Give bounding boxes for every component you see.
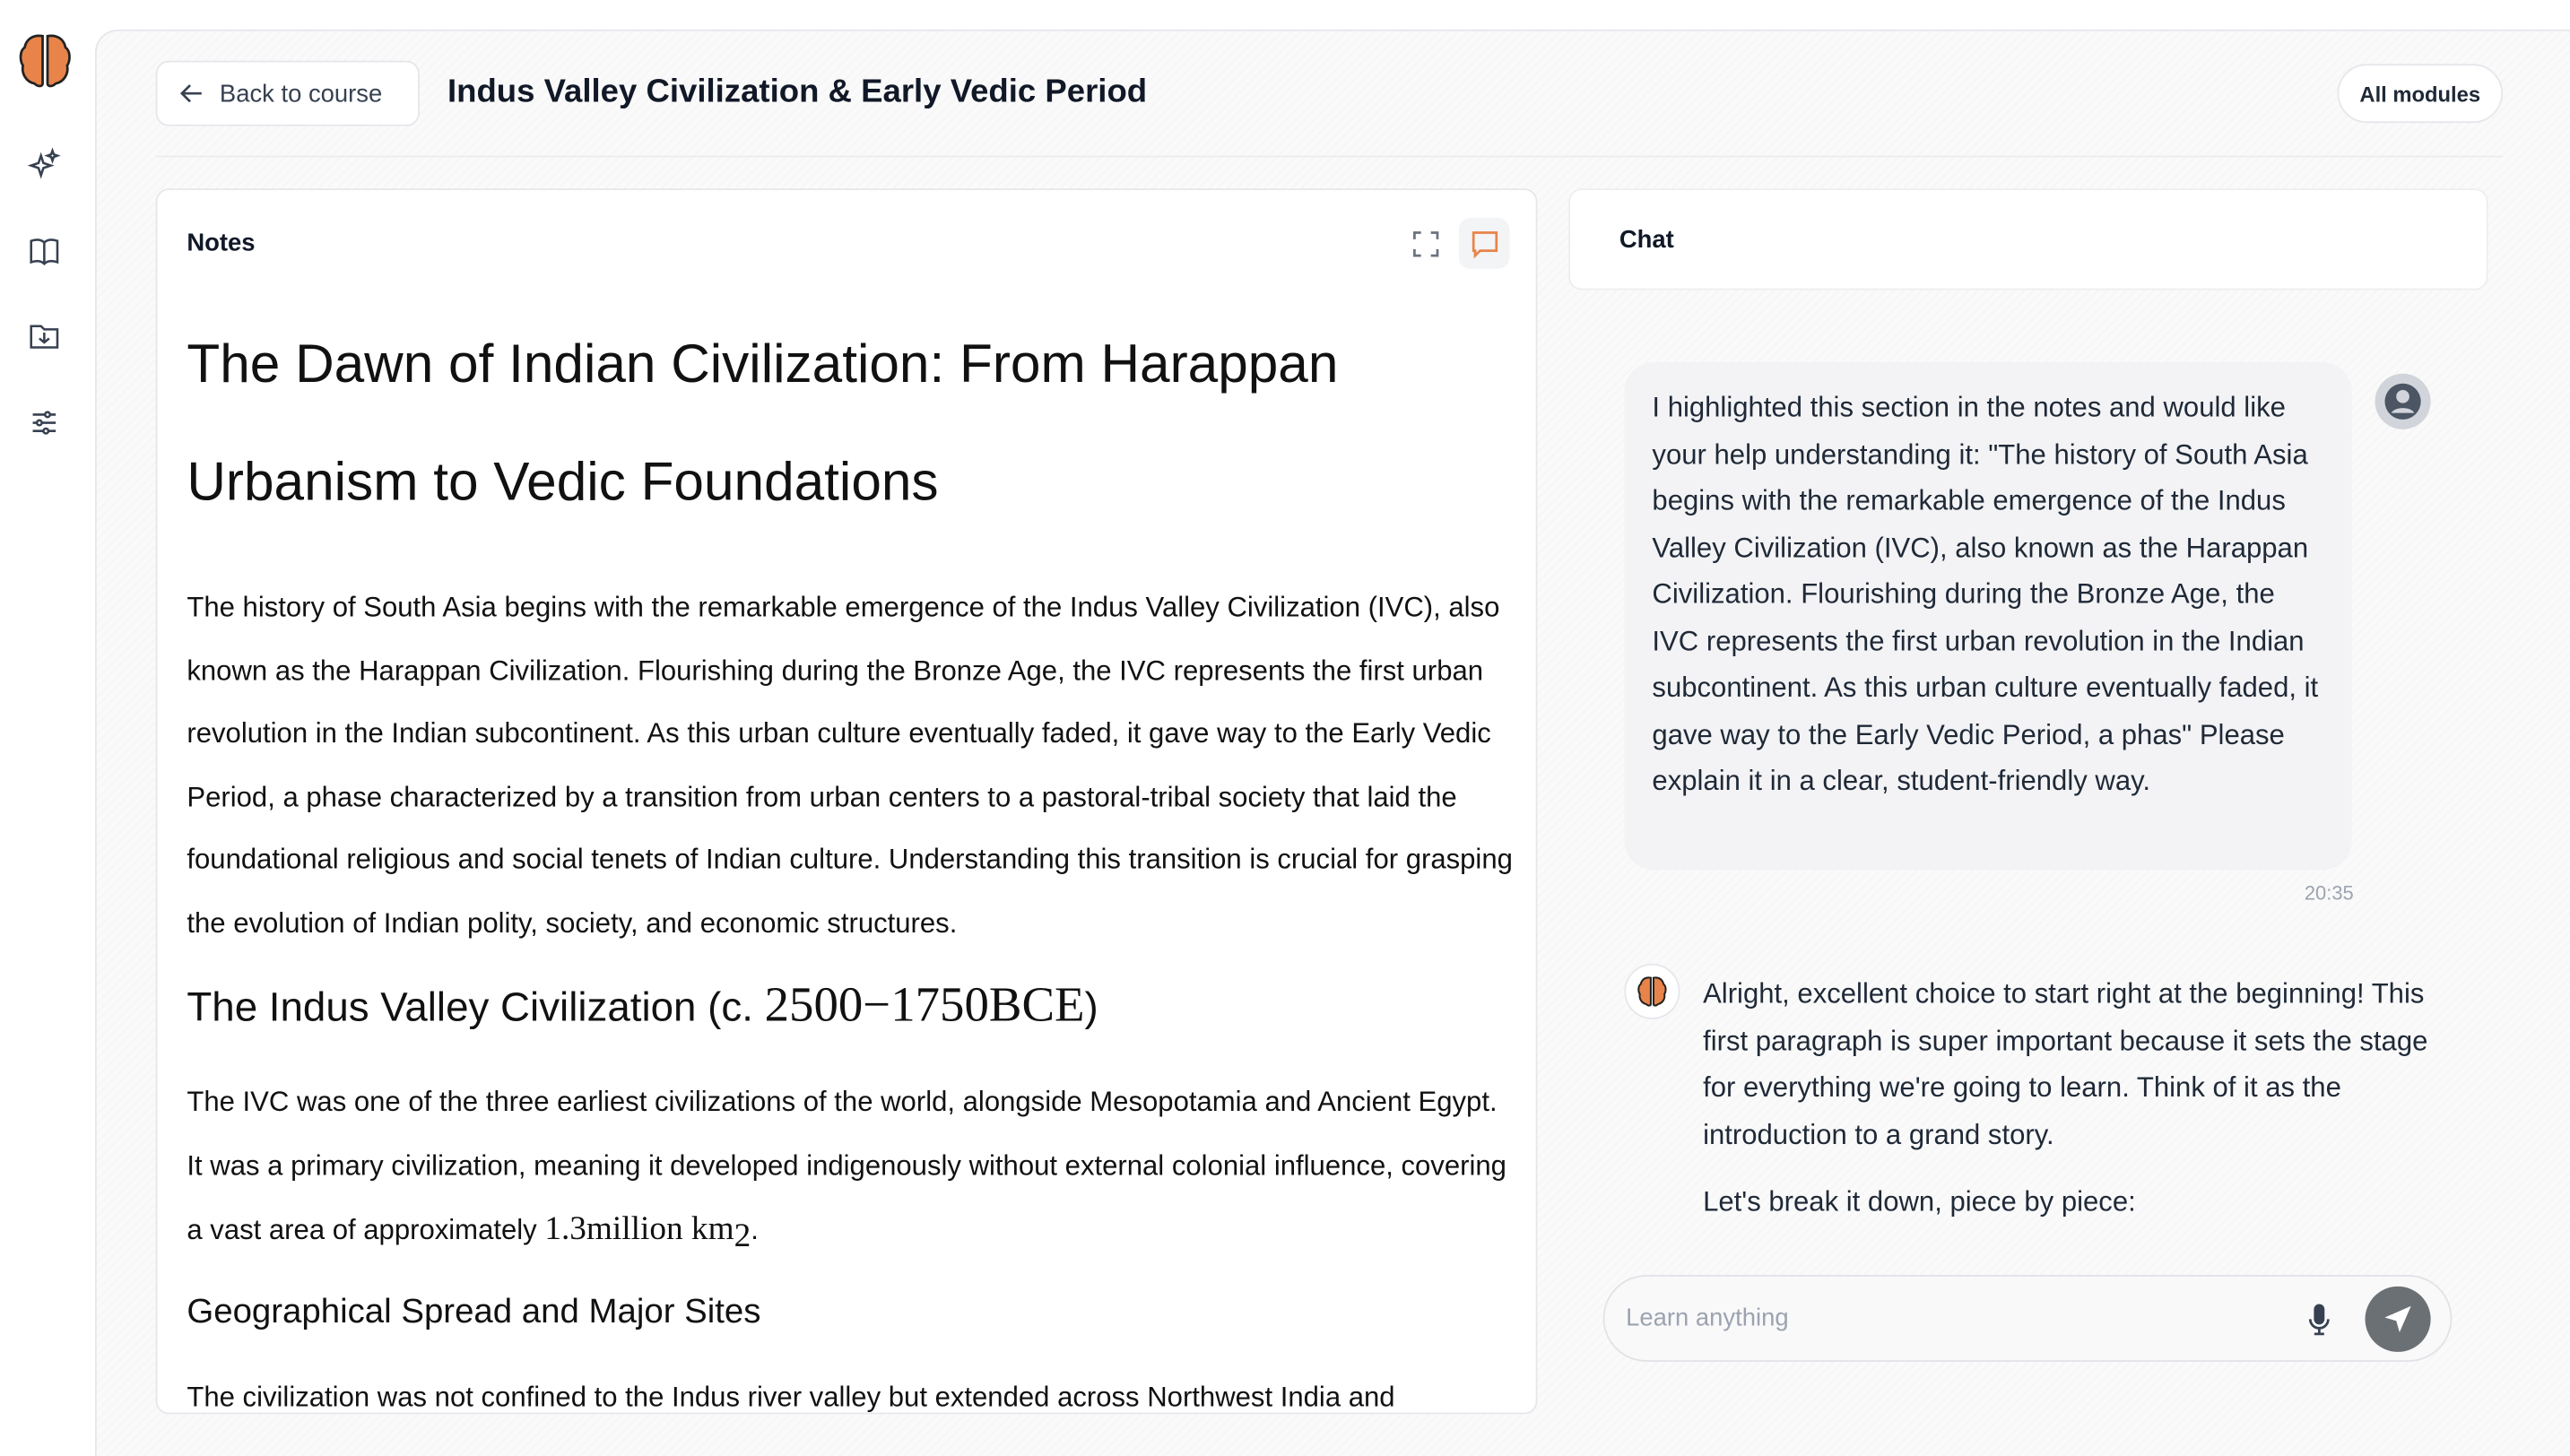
- chat-header: [1568, 188, 2488, 290]
- brain-icon: [1636, 975, 1669, 1009]
- p2-sub: 2: [734, 1218, 751, 1254]
- sparkles-icon[interactable]: [28, 148, 61, 181]
- send-icon: [2382, 1303, 2415, 1336]
- chat-title: Chat: [1619, 226, 1674, 255]
- page-title: Indus Valley Civilization & Early Vedic Period: [447, 74, 1148, 110]
- section-heading-ivc: [187, 978, 1517, 1036]
- message-timestamp: 20:35: [2304, 881, 2354, 905]
- notes-panel: [156, 188, 1538, 1414]
- notes-heading: [187, 305, 1517, 541]
- folder-download-icon[interactable]: [28, 319, 61, 352]
- sliders-icon[interactable]: [28, 406, 61, 439]
- subsection-heading: Geographical Spread and Major Sites: [187, 1292, 761, 1330]
- logo-brain-icon[interactable]: [16, 31, 74, 91]
- notes-paragraph-3[interactable]: The civilization was not confined to the Indus river valley but extended across Northwest India and: [187, 1381, 1395, 1413]
- h2-end: ): [1084, 984, 1098, 1031]
- back-label: Back to course: [219, 79, 383, 108]
- assistant-paragraph: Alright, excellent choice to start right at the beginning! This first paragraph is super important because it sets the stage for everything we're going to learn. Think of it as the introduction to a grand story.: [1703, 978, 2428, 1150]
- p2-text: The IVC was one of the three earliest civilizations of the world, alongside Mesopotamia and Ancient Egypt. It was a primary civilization, meaning it developed indigenously without external colonial influence, covering a vast area of approximately: [187, 1086, 1506, 1246]
- divider: [156, 156, 2503, 158]
- expand-icon[interactable]: [1410, 228, 1443, 261]
- message-square-icon: [1470, 229, 1499, 258]
- notes-paragraph-2[interactable]: [187, 1071, 1517, 1268]
- chat-input[interactable]: [1626, 1277, 2249, 1360]
- assistant-paragraph: Let's break it down, piece by piece:: [1703, 1186, 2136, 1218]
- chat-input-bar: [1603, 1275, 2453, 1362]
- p2-end: .: [751, 1214, 759, 1246]
- h2-text: The Indus Valley Civilization (c.: [187, 984, 765, 1031]
- bot-avatar: [1624, 964, 1680, 1019]
- microphone-icon[interactable]: [2303, 1303, 2336, 1336]
- user-message: I highlighted this section in the notes and would like your help understanding it: "The history of South Asia begins with the remarkable emergence of the Indus Valley Civilization (IVC), also known as the Harappan Civilization. Flourishing during the Bronze Age, the IVC represents the first urban revolution in the Indian subcontinent. As this urban culture eventually faded, it gave way to the Early Vedic Period, a phas" Please explain it in a clear, student-friendly way.: [1624, 362, 2352, 871]
- notes-paragraph-1[interactable]: The history of South Asia begins with the remarkable emergence of the Indus Valley Civilization (IVC), also known as the Harappan Civilization. Flourishing during the Bronze Age, the IVC represents the first urban revolution in the Indian subcontinent. As this urban culture eventually faded, it gave way to the Early Vedic Period, a phase characterized by a transition from urban centers to a pastoral-tribal society that laid the foundational religious and social tenets of Indian culture. Understanding this transition is crucial for grasping the evolution of Indian polity, society, and economic structures.: [187, 591, 1513, 939]
- heading-line-2: Urbanism to Vedic Foundations: [187, 450, 939, 512]
- comment-toggle-button[interactable]: [1459, 218, 1510, 269]
- book-icon[interactable]: [28, 234, 61, 267]
- heading-line-1: The Dawn of Indian Civilization: From Harappan: [187, 333, 1339, 394]
- assistant-message: [1703, 972, 2441, 1226]
- user-avatar: [2375, 374, 2430, 429]
- all-modules-button[interactable]: All modules: [2337, 64, 2503, 123]
- send-button[interactable]: [2366, 1287, 2431, 1352]
- h2-math: 2500−1750BCE: [764, 978, 1085, 1033]
- p2-math: 1.3million km: [544, 1210, 734, 1247]
- notes-content: [187, 305, 1517, 1414]
- arrow-left-icon: [180, 82, 204, 105]
- user-circle-icon: [2383, 382, 2423, 421]
- back-to-course-button[interactable]: [156, 61, 420, 126]
- notes-label: Notes: [187, 229, 256, 257]
